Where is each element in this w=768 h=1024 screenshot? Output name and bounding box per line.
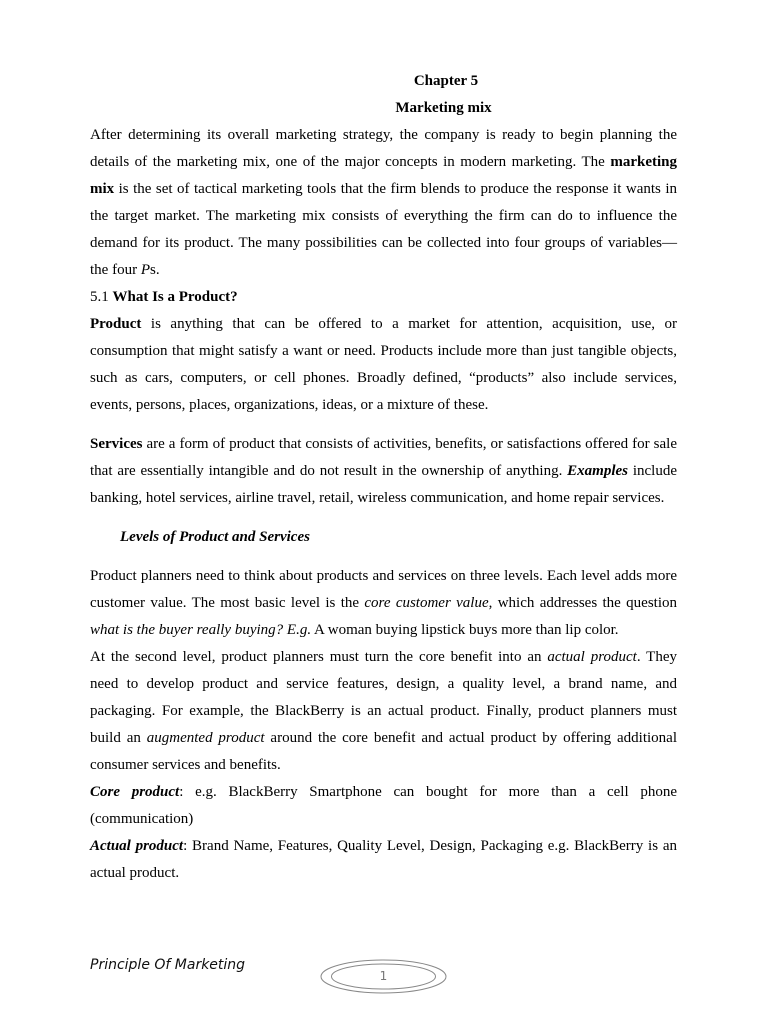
document-page bbox=[90, 68, 677, 887]
term-product: Product bbox=[90, 316, 142, 332]
page-number: 1 bbox=[379, 969, 388, 983]
actual-product-paragraph: Actual product: Brand Name, Features, Quality Level, Design, Packaging e.g. BlackBerry is an actual product. bbox=[90, 838, 677, 881]
levels-paragraph-1: Product planners need to think about products and services on three levels. Each level adds more customer value. The most basic level is the core customer value, which addresses the question what is the buyer really buying? E.g. A woman buying lipstick buys more than lip color. bbox=[90, 568, 677, 638]
intro-paragraph: After determining its overall marketing strategy, the company is ready to begin planning the details of the marketing mix, one of the major concepts in modern marketing. The marketing mix is the set of tactical marketing tools that the firm blends to produce the response it wants in the target market. The marketing mix consists of everything the firm can do to influence the demand for its product. The many possibilities can be collected into four groups of variables—the four Ps. bbox=[90, 127, 677, 278]
core-product-paragraph: Core product: e.g. BlackBerry Smartphone can bought for more than a cell phone (communication) bbox=[90, 784, 677, 827]
services-paragraph: Services are a form of product that consists of activities, benefits, or satisfactions offered for sale that are essentially intangible and do not result in the ownership of anything. Examples include banking, hotel services, airline travel, retail, wireless communication, and home repair services. bbox=[90, 436, 677, 506]
product-paragraph: Product is anything that can be offered to a market for attention, acquisition, use, or consumption that might satisfy a want or need. Products include more than just tangible objects, such as cars, computers, or cell phones. Broadly defined, “products” also include services, events, persons, places, organizations, ideas, or a mixture of these. bbox=[90, 316, 677, 413]
levels-heading: Levels of Product and Services bbox=[120, 529, 310, 545]
footer-title: Principle Of Marketing bbox=[90, 957, 246, 973]
page-number-badge bbox=[320, 959, 447, 994]
levels-paragraph-2: At the second level, product planners must turn the core benefit into an actual product. They need to develop product and service features, design, a quality level, a brand name, and packaging. For example, the BlackBerry is an actual product. Finally, product planners must build an augmented product around the core benefit and actual product by offering additional consumer services and benefits. bbox=[90, 649, 678, 773]
term-marketing-mix: marketing mix bbox=[90, 154, 677, 197]
chapter-title: Marketing mix bbox=[395, 100, 492, 116]
chapter-number: Chapter 5 bbox=[413, 73, 479, 89]
term-services: Services bbox=[90, 436, 143, 452]
section-heading: 5.1 What Is a Product? bbox=[90, 289, 238, 305]
